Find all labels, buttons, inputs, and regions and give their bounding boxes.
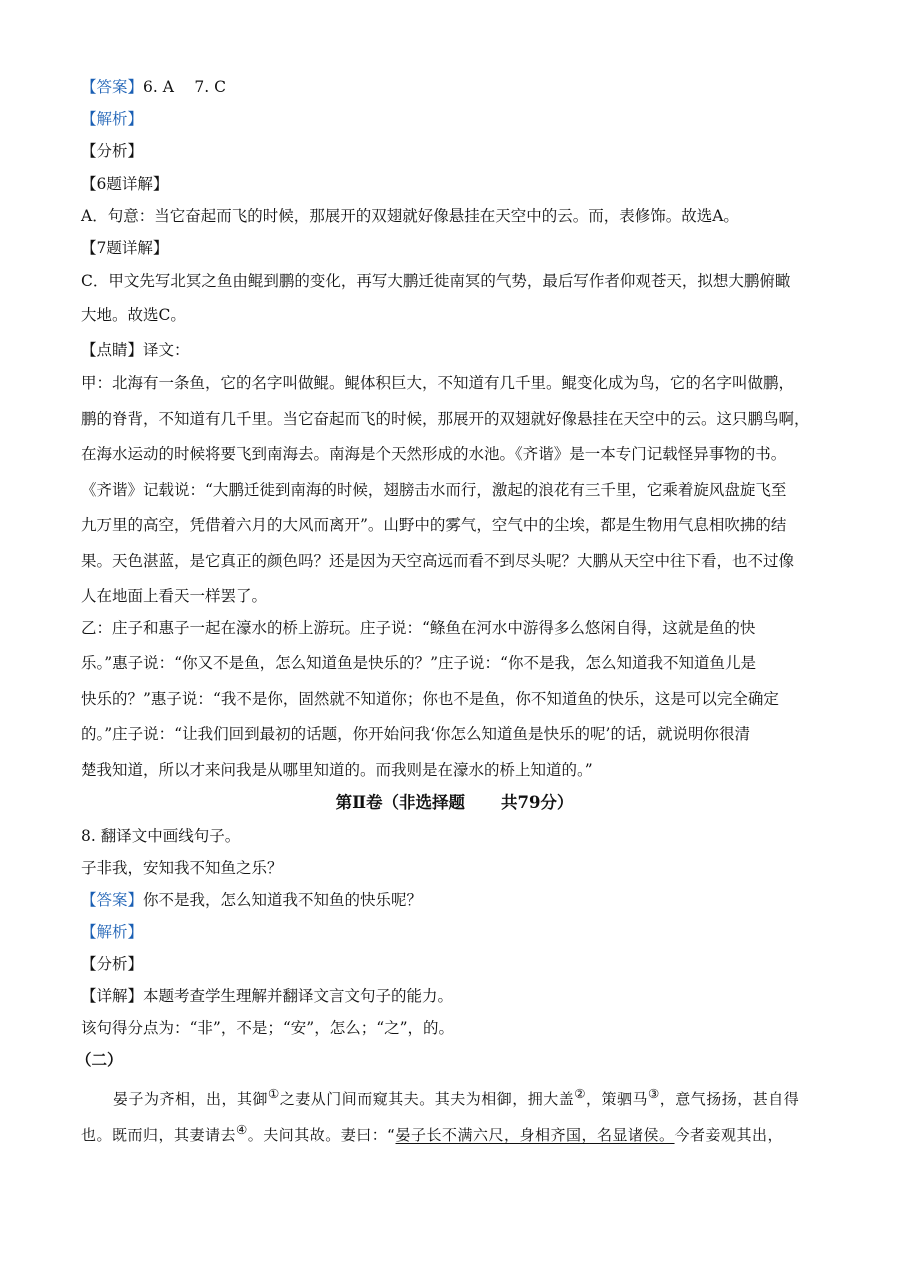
classical-text-line: 晏子为齐相，出，其御①之妻从门间而窥其夫。其夫为相御，拥大盖②，策驷马③，意气扬扬，甚自得 (113, 1086, 800, 1108)
section-title: 第Ⅱ卷（非选择题 共79分） (335, 793, 574, 812)
fenxi-heading: 【分析】 (81, 142, 144, 160)
translation-line: 九万里的高空，凭借着六月的大风而离开”。山野中的雾气，空气中的尘埃，都是生物用气息相吹拂的结 (81, 516, 787, 534)
question-8-sentence: 子非我，安知我不知鱼之乐？ (81, 859, 283, 877)
translation-line: 楚我知道，所以才来问我是从哪里知道的。而我则是在濠水的桥上知道的。” (81, 761, 593, 779)
translation-line: 的。”庄子说：“让我们回到最初的话题，你开始问我‘你怎么知道鱼是快乐的呢’的话，就说明你很清 (81, 725, 750, 743)
translation-line: 乙：庄子和惠子一起在濠水的桥上游玩。庄子说：“鲦鱼在河水中游得多么悠闲自得，这就是鱼的快 (81, 619, 756, 637)
answer-tag: 【答案】 (81, 891, 144, 909)
detail-line: 【详解】本题考查学生理解并翻译文言文句子的能力。 (81, 987, 454, 1005)
analysis-tag: 【解析】 (81, 923, 144, 941)
part-two-heading: （二） (76, 1050, 123, 1069)
q7-explanation-cont: 大地。故选C。 (81, 306, 186, 324)
answer-line-6-7: 【答案】6. A 7. C (81, 78, 226, 96)
answer-line-8: 【答案】你不是我，怎么知道我不知鱼的快乐呢？ (81, 891, 423, 909)
underlined-sentence: 晏子长不满六尺，身相齐国，名显诸侯。 (395, 1126, 675, 1144)
answer-tag: 【答案】 (81, 78, 144, 96)
dianjing-heading: 【点睛】译文： (81, 341, 190, 359)
scoring-points: 该句得分点为：“非”，不是；“安”，怎么；“之”，的。 (81, 1019, 455, 1037)
q6-explanation: A．句意：当它奋起而飞的时候，那展开的双翅就好像悬挂在天空中的云。而，表修饰。故选A。 (81, 207, 739, 225)
translation-line: 在海水运动的时候将要飞到南海去。南海是个天然形成的水池。《齐谐》是一本专门记载怪异事物的书。 (81, 445, 787, 463)
translation-line: 快乐的？”惠子说：“我不是你，固然就不知道你；你也不是鱼，你不知道鱼的快乐，这是可以完全确定 (81, 690, 779, 708)
translation-line: 甲：北海有一条鱼，它的名字叫做鲲。鲲体积巨大，不知道有几千里。鲲变化成为鸟，它的名字叫做鹏， (81, 374, 795, 392)
analysis-tag: 【解析】 (81, 110, 144, 128)
q6-heading: 【6题详解】 (81, 175, 169, 193)
translation-line: 《齐谐》记载说：“大鹏迁徙到南海的时候，翅膀击水而行，激起的浪花有三千里，它乘着旋风盘旋飞至 (81, 481, 787, 499)
fenxi-heading: 【分析】 (81, 955, 144, 973)
translation-line: 人在地面上看天一样罢了。 (81, 587, 268, 605)
q7-explanation: C．甲文先写北冥之鱼由鲲到鹏的变化，再写大鹏迁徙南冥的气势，最后写作者仰观苍天，拟想大鹏俯瞰 (81, 272, 791, 290)
translation-line: 乐。”惠子说：“你又不是鱼，怎么知道鱼是快乐的？”庄子说：“你不是我，怎么知道我不知道鱼儿是 (81, 654, 756, 672)
q7-heading: 【7题详解】 (81, 239, 169, 257)
question-8: 8. 翻译文中画线句子。 (81, 827, 241, 845)
classical-text-line: 也。既而归，其妻请去④。夫问其故。妻曰：“晏子长不满六尺，身相齐国，名显诸侯。今者妾观其出， (81, 1122, 784, 1144)
translation-line: 鹏的脊背，不知道有几千里。当它奋起而飞的时候，那展开的双翅就好像悬挂在天空中的云。这只鹏鸟啊， (81, 410, 810, 428)
translation-line: 果。天色湛蓝，是它真正的颜色吗？还是因为天空高远而看不到尽头呢？大鹏从天空中往下看，也不过像 (81, 552, 795, 570)
